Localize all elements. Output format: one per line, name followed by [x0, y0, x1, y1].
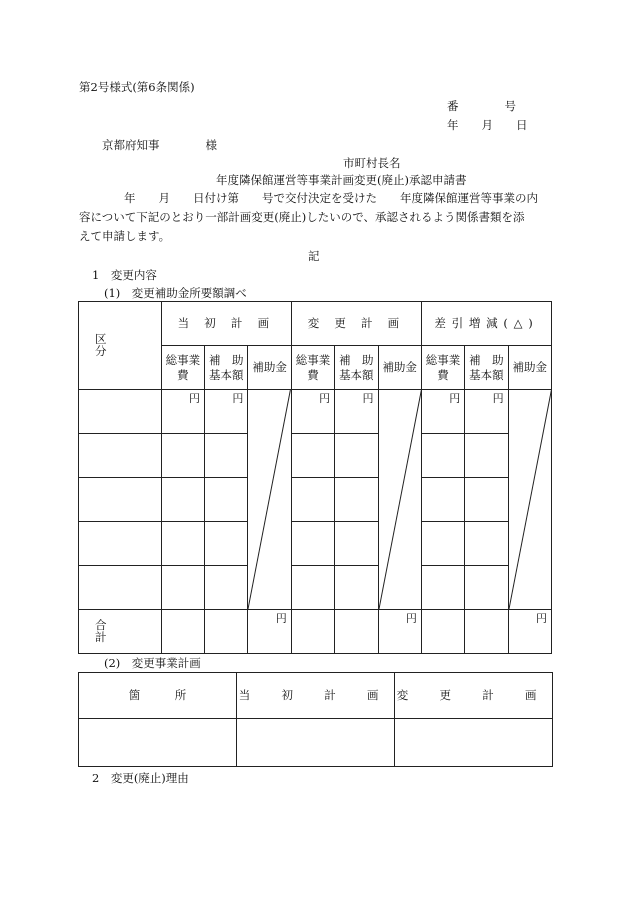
table-cell [161, 522, 204, 566]
table-cell [465, 522, 508, 566]
form-number: 第2号様式(第6条関係) [79, 80, 195, 94]
table-cell [291, 566, 334, 610]
base-amount-header: 補 助 基本額 [335, 346, 378, 390]
initial-plan-header: 当 初 計 画 [237, 673, 395, 719]
table-cell [79, 522, 162, 566]
table-cell [291, 390, 334, 434]
table-cell [161, 566, 204, 610]
changed-plan-header: 変 更 計 画 [291, 302, 421, 346]
subsidy-header: 補助金 [378, 346, 421, 390]
yen-unit: 円 [319, 392, 331, 405]
applicant-name: 市町村長名 [343, 156, 401, 170]
total-cost-header: 総事業 費 [161, 346, 204, 390]
table-cell [335, 566, 378, 610]
subsidy-header: 補助金 [508, 346, 551, 390]
table-cell [335, 522, 378, 566]
table-cell [421, 390, 464, 434]
subsidy-header: 補助金 [248, 346, 291, 390]
table-cell [161, 610, 204, 654]
diagonal-cell [508, 390, 551, 610]
table-cell [205, 522, 248, 566]
section-2-heading: 2 変更(廃止)理由 [92, 771, 189, 785]
table-cell [465, 610, 508, 654]
date-label: 年 月 日 [447, 118, 528, 132]
table-cell [237, 719, 395, 767]
total-cost-header: 総事業 費 [421, 346, 464, 390]
addressee: 京都府知事 様 [102, 138, 217, 152]
table-cell [378, 610, 421, 654]
table-cell [79, 719, 237, 767]
table-cell [335, 478, 378, 522]
table-row [79, 434, 552, 478]
table-cell [421, 522, 464, 566]
kubun-header: 区 分 [79, 302, 162, 390]
difference-header: 差引増減(△) [421, 302, 551, 346]
table-cell [335, 434, 378, 478]
place-header: 箇 所 [79, 673, 237, 719]
table-cell [395, 719, 553, 767]
table-cell [248, 610, 291, 654]
table-cell [291, 478, 334, 522]
yen-unit: 円 [362, 392, 374, 405]
ki-label: 記 [308, 249, 320, 263]
table-cell [291, 522, 334, 566]
yen-unit: 円 [189, 392, 201, 405]
table-cell [161, 478, 204, 522]
base-amount-header: 補 助 基本額 [205, 346, 248, 390]
number-label: 番 号 [447, 99, 516, 113]
table-cell [335, 390, 378, 434]
table-cell [465, 478, 508, 522]
body-line-3: えて申請します。 [79, 229, 171, 243]
table-cell [291, 610, 334, 654]
table-cell [421, 478, 464, 522]
table-cell [79, 390, 162, 434]
changed-plan-header: 変 更 計 画 [395, 673, 553, 719]
yen-unit: 円 [492, 392, 504, 405]
subsidy-table [78, 301, 552, 654]
table-row [79, 522, 552, 566]
diagonal-cell [378, 390, 421, 610]
subsection-1-heading: (1) 変更補助金所要額調べ [104, 286, 247, 300]
total-row [79, 610, 552, 654]
table-row [79, 719, 553, 767]
yen-unit: 円 [449, 392, 461, 405]
total-label: 合 計 [79, 610, 162, 654]
table-cell [205, 390, 248, 434]
diagonal-cell [248, 390, 291, 610]
table-row [79, 566, 552, 610]
table-cell [161, 434, 204, 478]
section-1-heading: 1 変更内容 [92, 268, 157, 282]
initial-plan-header: 当 初 計 画 [161, 302, 291, 346]
table-cell [508, 610, 551, 654]
table-cell [205, 610, 248, 654]
plan-table [78, 672, 553, 767]
table-cell [79, 434, 162, 478]
table-cell [421, 610, 464, 654]
table-row [79, 390, 552, 434]
document-title: 年度隣保館運営等事業計画変更(廃止)承認申請書 [216, 173, 467, 187]
table-cell [79, 478, 162, 522]
table-cell [291, 434, 334, 478]
table-cell [161, 390, 204, 434]
table-cell [205, 566, 248, 610]
table-cell [335, 610, 378, 654]
base-amount-header: 補 助 基本額 [465, 346, 508, 390]
total-cost-header: 総事業 費 [291, 346, 334, 390]
table-cell [205, 478, 248, 522]
table-cell [421, 434, 464, 478]
table-cell [465, 566, 508, 610]
table-cell [79, 566, 162, 610]
table-cell [205, 434, 248, 478]
table-cell [421, 566, 464, 610]
yen-unit: 円 [232, 392, 244, 405]
table-row [79, 478, 552, 522]
table-cell [465, 390, 508, 434]
yen-unit: 円 [275, 612, 287, 625]
body-line-1: 年 月 日付け第 号で交付決定を受けた 年度隣保館運営等事業の内 [124, 191, 538, 205]
yen-unit: 円 [536, 612, 547, 625]
subsection-2-heading: (2) 変更事業計画 [104, 656, 201, 670]
yen-unit: 円 [405, 612, 417, 625]
body-line-2: 容について下記のとおり一部計画変更(廃止)したいので、承認されるよう関係書類を添 [79, 210, 525, 224]
table-cell [465, 434, 508, 478]
